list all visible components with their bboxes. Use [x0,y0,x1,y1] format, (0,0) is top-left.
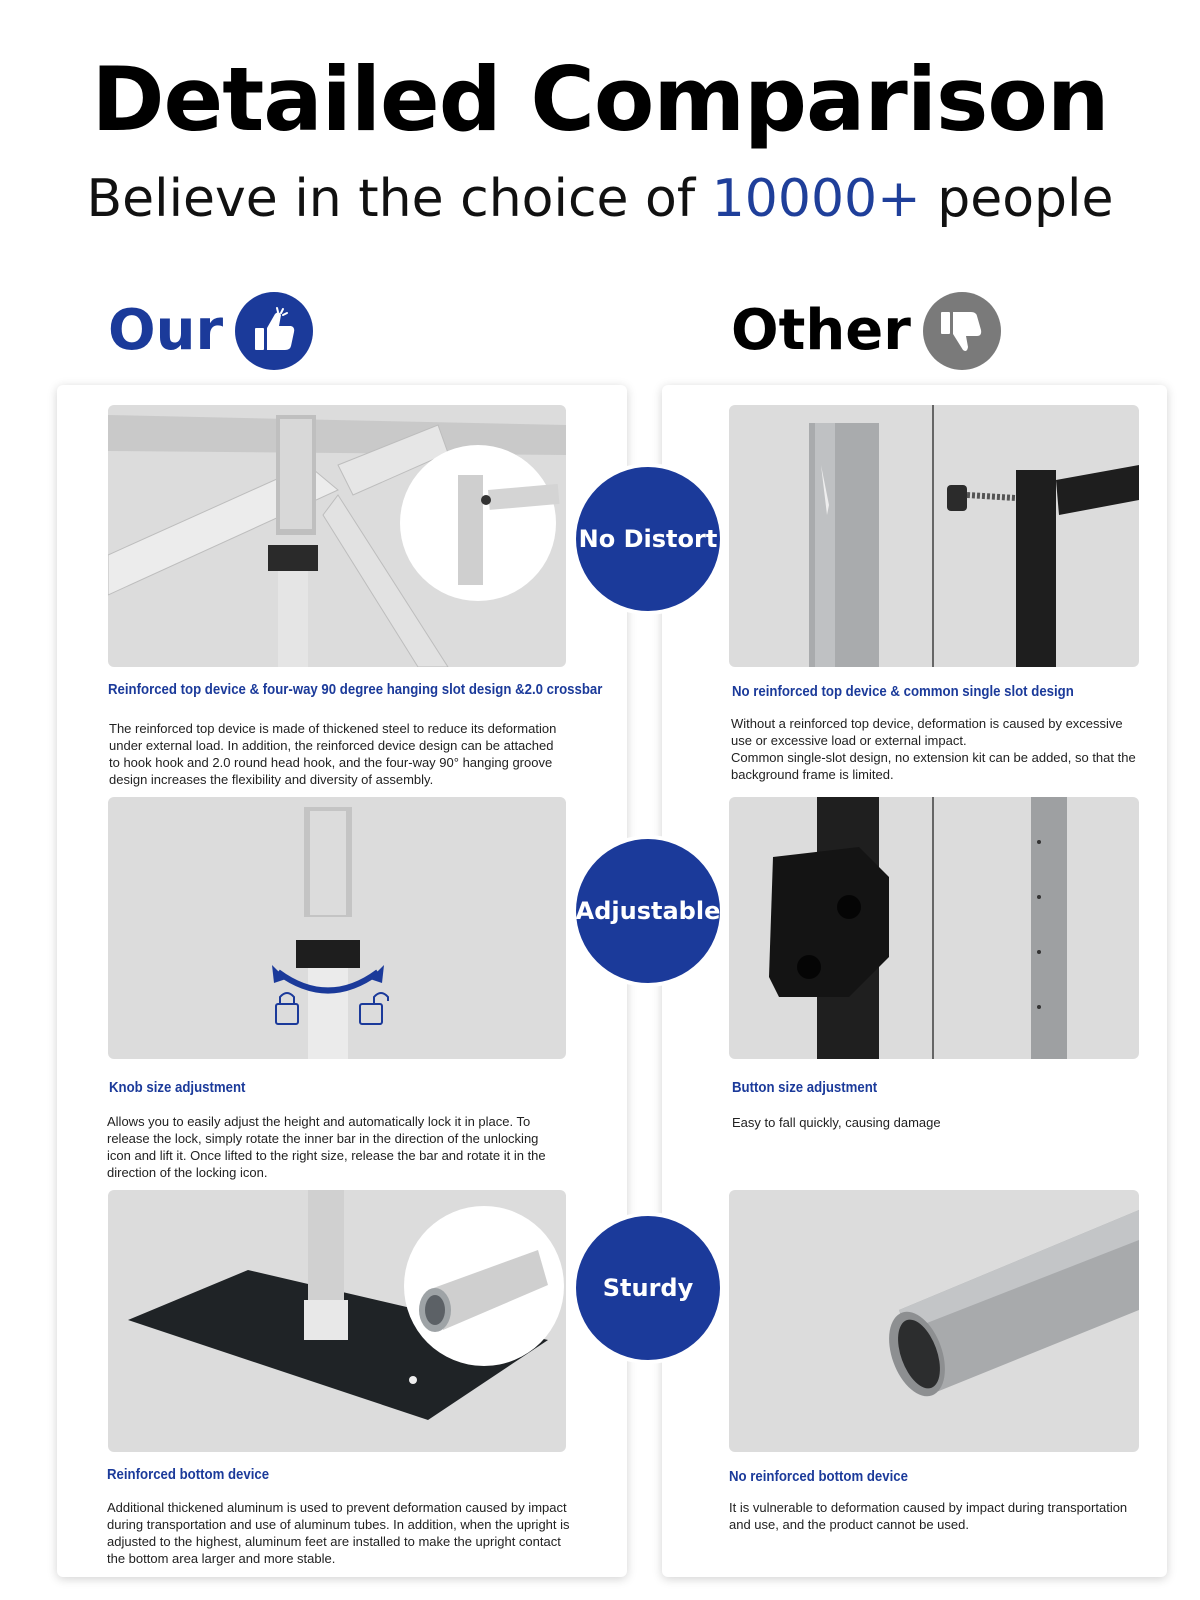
other-feature-title-1: No reinforced top device & common single slot design [732,683,1074,700]
other-top-device-photo [729,405,1139,667]
thumbs-up-icon [235,292,313,370]
ours-bottom-device-photo [108,1190,566,1452]
other-button-adjust-photo [729,797,1139,1059]
other-feature-title-2: Button size adjustment [732,1079,878,1096]
subtitle-text-start: Believe in the choice of [86,169,712,229]
other-feature-title-3: No reinforced bottom device [729,1468,908,1485]
adjustable-badge: Adjustable [576,839,720,983]
page-title: Detailed Comparison [91,48,1109,151]
ours-column-header [108,292,313,370]
ours-knob-photo [108,797,566,1059]
ours-feature-desc-1: The reinforced top device is made of thickened steel to reduce its deformation under external load. In addition, the reinforced device design can be attached to hook hook and 2.0 round head hook, and the four-way 90° hanging groove design increases the flexibility and diversity of assembly. [109,721,557,787]
thumbs-down-icon [923,292,1001,370]
other-feature-desc-1: Without a reinforced top device, deformation is caused by excessive use or excessive load or external impact. Common single-slot design, no extension kit can be added, so that the background frame is limited. [731,716,1136,782]
ours-feature-desc-3: Additional thickened aluminum is used to prevent deformation caused by impact during transportation and use of aluminum tubes. In addition, when the upright is adjusted to the highest, aluminum feet are installed to make the upright contact the bottom area larger and more stable. [107,1500,570,1566]
other-column-header [731,292,1001,370]
other-feature-desc-3: It is vulnerable to deformation caused by impact during transportation and use, and the product cannot be used. [729,1500,1128,1532]
other-bottom-device-photo [729,1190,1139,1452]
other-label: Other [731,298,911,363]
ours-feature-title-1: Reinforced top device & four-way 90 degree hanging slot design &2.0 crossbar [108,681,603,698]
other-feature-desc-2: Easy to fall quickly, causing damage [732,1115,941,1130]
page-subtitle [0,168,1200,230]
ours-top-device-photo [108,405,566,667]
ours-feature-desc-2: Allows you to easily adjust the height and automatically lock it in place. To release the lock, simply rotate the inner bar in the direction of the unlocking icon and lift it. Once lifted to the right size, release the bar and rotate it in the direction of the locking icon. [107,1114,546,1180]
sturdy-badge: Sturdy [576,1216,720,1360]
subtitle-text-end: people [920,169,1114,229]
subtitle-highlight: 10000+ [711,169,921,229]
ours-label: Our [108,298,224,363]
no-distort-badge: No Distort [576,467,720,611]
ours-feature-title-2: Knob size adjustment [109,1079,246,1096]
ours-feature-title-3: Reinforced bottom device [107,1466,270,1483]
